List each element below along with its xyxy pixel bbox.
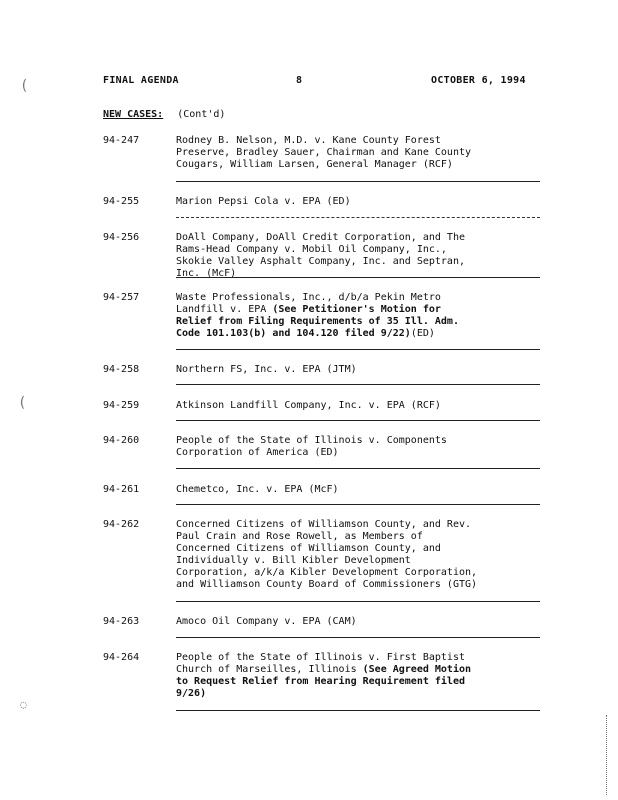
scan-mark: ( [20, 78, 29, 94]
case-number: 94-259 [103, 400, 140, 411]
case-rule [176, 504, 540, 505]
case-text: Concerned Citizens of Williamson County, and Rev. Paul Crain and Rose Rowell, as Members of Concerned Citizens of Williamson County, and Individually v. Bill Kibler Development Corporation, a/k/a Kibler Development Corporation, and Williamson County Board of Commissioners (GTG) [176, 519, 478, 590]
case-text: Atkinson Landfill Company, Inc. v. EPA (RCF) [176, 400, 441, 411]
case-text-plain: People of the State of Illinois v. First Baptist Church of Marseilles, Illinois [176, 652, 465, 675]
case-text: People of the State of Illinois v. Components Corporation of America (ED) [176, 435, 447, 458]
case-number: 94-262 [103, 519, 140, 530]
case-rule [176, 181, 540, 182]
case-rule [176, 710, 540, 711]
case-number: 94-264 [103, 652, 140, 663]
case-text-judge: (ED) [410, 328, 435, 339]
case-text-bold: (See Agreed Motion to Request Relief from Hearing Requirement filed 9/26) [176, 664, 472, 699]
case-rule [176, 384, 540, 385]
scan-mark: ( [18, 395, 27, 411]
case-text [176, 292, 546, 340]
scan-edge-line [606, 715, 607, 795]
case-text: Northern FS, Inc. v. EPA (JTM) [176, 364, 357, 375]
case-rule [176, 217, 540, 218]
section-cont: (Cont'd) [177, 109, 226, 120]
case-number: 94-247 [103, 135, 140, 146]
case-text: Amoco Oil Company v. EPA (CAM) [176, 616, 357, 627]
case-rule [176, 601, 540, 602]
case-number: 94-261 [103, 484, 140, 495]
case-text: Rodney B. Nelson, M.D. v. Kane County Forest Preserve, Bradley Sauer, Chairman and Kane County Cougars, William Larsen, General Manager (RCF) [176, 135, 472, 170]
case-number: 94-256 [103, 232, 140, 243]
section-heading [103, 109, 225, 120]
header-date: OCTOBER 6, 1994 [431, 75, 526, 86]
page-number: 8 [296, 75, 303, 86]
section-title: NEW CASES: [103, 109, 164, 120]
case-text [176, 652, 546, 700]
case-rule [176, 277, 540, 278]
case-rule [176, 349, 540, 350]
case-text-bold: (See Petitioner's Motion for Relief from Filing Requirements of 35 Ill. Adm. Code 101.103(b) and 104.120 filed 9/22) [176, 304, 459, 339]
case-rule [176, 468, 540, 469]
case-text-plain: Waste Professionals, Inc., d/b/a Pekin Metro Landfill v. EPA [176, 292, 441, 315]
case-number: 94-258 [103, 364, 140, 375]
case-rule [176, 637, 540, 638]
case-number: 94-263 [103, 616, 140, 627]
case-number: 94-255 [103, 196, 140, 207]
case-text: Marion Pepsi Cola v. EPA (ED) [176, 196, 351, 207]
scan-mark: ◌ [20, 698, 27, 711]
case-number: 94-257 [103, 292, 140, 303]
case-number: 94-260 [103, 435, 140, 446]
header-title: FINAL AGENDA [103, 75, 179, 86]
case-text: Chemetco, Inc. v. EPA (McF) [176, 484, 339, 495]
case-text: DoAll Company, DoAll Credit Corporation, and The Rams-Head Company v. Mobil Oil Company, Inc., Skokie Valley Asphalt Company, Inc. and Septran, Inc. (McF) [176, 232, 465, 279]
case-rule [176, 420, 540, 421]
